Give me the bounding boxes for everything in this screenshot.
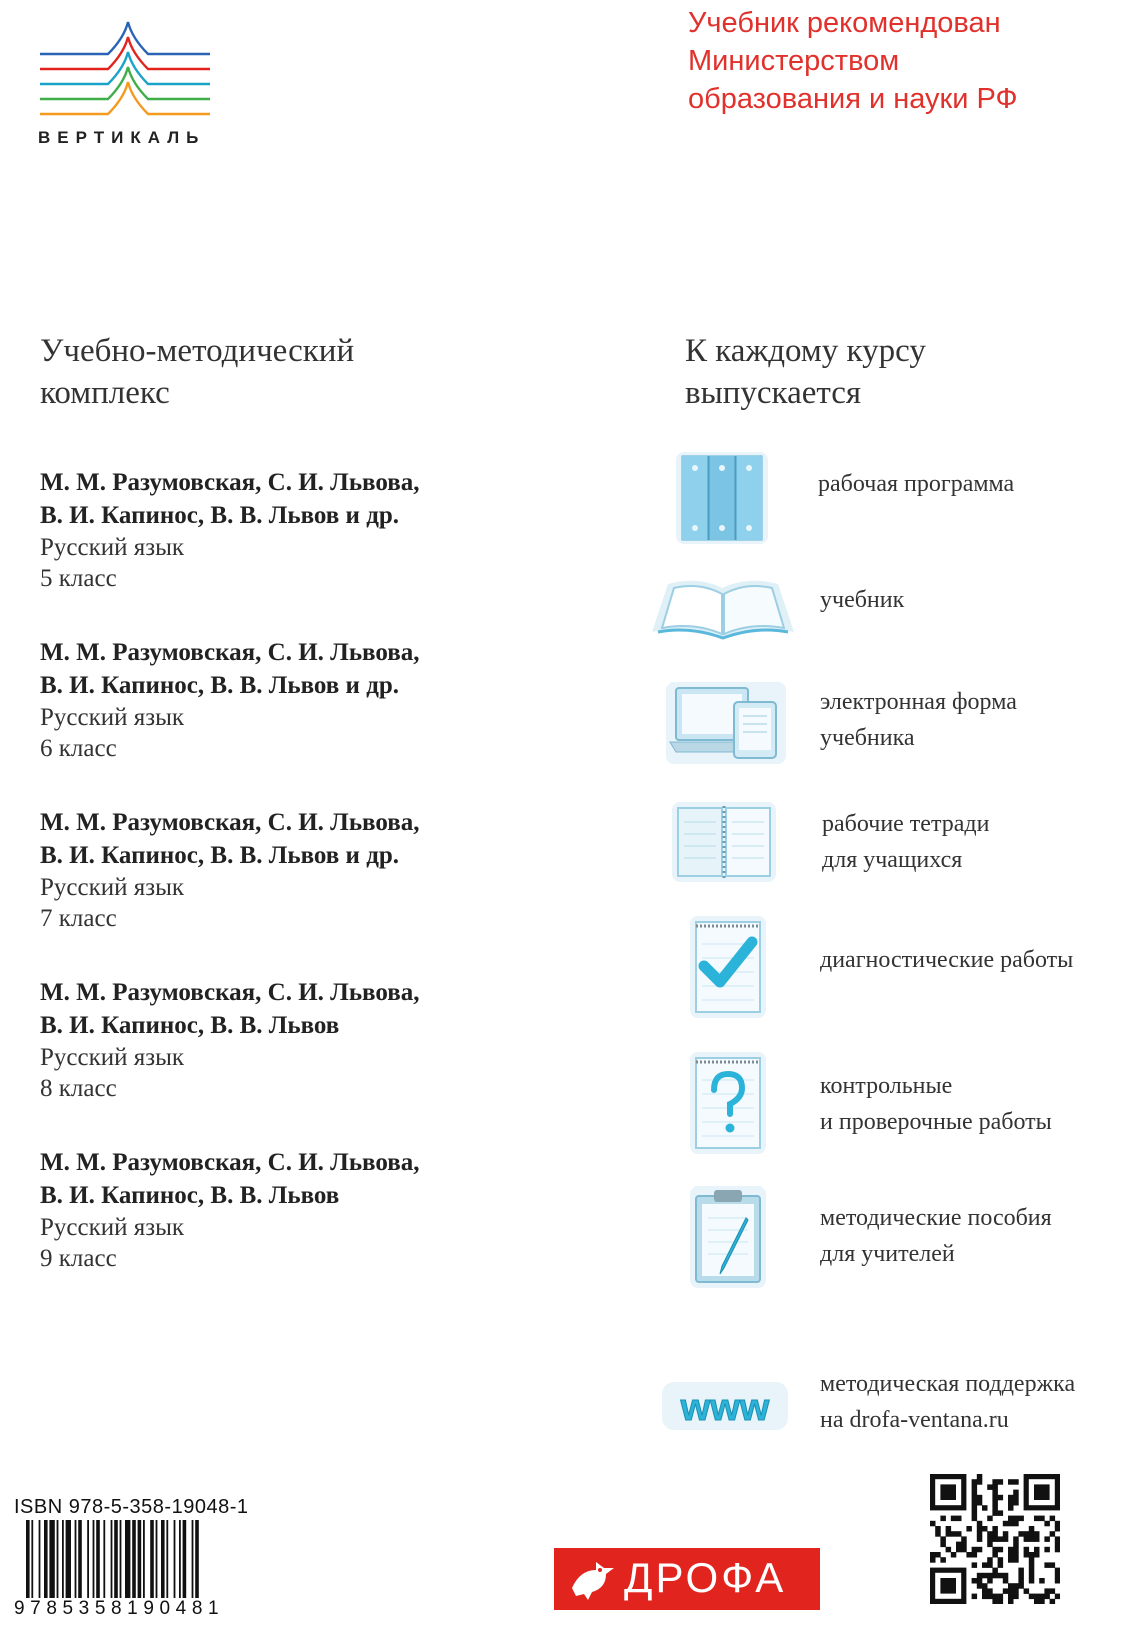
book-grade: 7 класс — [40, 905, 117, 932]
book-authors: М. М. Разумовская, С. И. Львова, — [40, 979, 420, 1006]
book-entry-grade-7 — [40, 806, 600, 976]
resource-label-line: методическая поддержка — [820, 1371, 1076, 1397]
book-grade: 8 класс — [40, 1075, 117, 1102]
binder-icon — [672, 448, 772, 553]
resources-title — [685, 330, 1105, 414]
resource-label-line: рабочая программа — [818, 471, 1015, 497]
book-subject: Русский язык — [40, 704, 185, 731]
recommendation-line: Министерством — [688, 45, 900, 77]
vertikal-logo — [38, 18, 218, 158]
resource-label-line: диагностические работы — [820, 947, 1074, 973]
book-authors: М. М. Разумовская, С. И. Львова, — [40, 1149, 420, 1176]
ministry-recommendation — [688, 4, 1108, 118]
resources-title-line: выпускается — [685, 375, 862, 411]
complex-title-line: комплекс — [40, 375, 170, 411]
book-subject: Русский язык — [40, 534, 185, 561]
book-subject: Русский язык — [40, 1044, 185, 1071]
resource-label-line: учебника — [820, 725, 915, 751]
resource-label-line: контрольные — [820, 1073, 953, 1099]
resource-label-line: для учащихся — [822, 847, 963, 873]
publisher-name: ДРОФА — [624, 1554, 787, 1601]
book-list — [40, 466, 600, 1316]
resource-label-line: для учителей — [820, 1241, 955, 1267]
book-authors: М. М. Разумовская, С. И. Львова, — [40, 469, 420, 496]
devices-icon — [664, 680, 788, 771]
resource-label-line: и проверочные работы — [820, 1109, 1052, 1135]
open-book-icon — [648, 574, 798, 649]
resource-label — [820, 1068, 1052, 1140]
book-grade: 5 класс — [40, 565, 117, 592]
clipboard-icon — [688, 1184, 768, 1295]
qr-code-icon — [930, 1474, 1060, 1609]
book-subject: Русский язык — [40, 1214, 185, 1241]
www-icon — [660, 1380, 790, 1437]
www-icon-text: www — [680, 1387, 770, 1429]
recommendation-line: Учебник рекомендован — [688, 7, 1001, 39]
resource-label — [818, 466, 1014, 502]
resource-label — [820, 582, 904, 618]
recommendation-line: образования и науки РФ — [688, 83, 1018, 115]
publisher-bird-icon — [566, 1556, 616, 1602]
book-subject: Русский язык — [40, 874, 185, 901]
book-authors: М. М. Разумовская, С. И. Львова, — [40, 809, 420, 836]
publisher-logo — [554, 1548, 820, 1610]
book-entry-grade-6 — [40, 636, 600, 806]
resource-label-line: на drofa-ventana.ru — [820, 1407, 1009, 1433]
barcode-digits: 9785358190481 — [14, 1598, 225, 1619]
book-authors: М. М. Разумовская, С. И. Львова, — [40, 639, 420, 666]
book-authors: В. И. Капинос, В. В. Львов и др. — [40, 502, 400, 529]
book-authors: В. И. Капинос, В. В. Львов — [40, 1012, 340, 1039]
notebook-icon — [670, 800, 778, 889]
question-pad-icon — [688, 1050, 768, 1161]
vertikal-arcs-icon — [38, 18, 218, 123]
book-grade: 9 класс — [40, 1245, 117, 1272]
barcode-icon — [26, 1520, 250, 1605]
resource-label-line: учебник — [820, 587, 905, 613]
isbn-number: ISBN 978-5-358-19048-1 — [14, 1496, 249, 1518]
resource-label — [820, 684, 1017, 756]
logo-wordmark: ВЕРТИКАЛЬ — [38, 128, 206, 147]
resource-label — [820, 1366, 1075, 1438]
book-grade: 6 класс — [40, 735, 117, 762]
resource-label — [822, 806, 989, 878]
complex-title — [40, 330, 600, 414]
book-authors: В. И. Капинос, В. В. Львов — [40, 1182, 340, 1209]
book-entry-grade-8 — [40, 976, 600, 1146]
resource-label-line: рабочие тетради — [822, 811, 990, 837]
book-entry-grade-9 — [40, 1146, 600, 1316]
complex-title-line: Учебно-методический — [40, 333, 355, 369]
resource-label-line: электронная форма — [820, 689, 1017, 715]
resource-label-line: методические пособия — [820, 1205, 1052, 1231]
book-authors: В. И. Капинос, В. В. Львов и др. — [40, 842, 400, 869]
book-entry-grade-5 — [40, 466, 600, 636]
resource-label — [820, 1200, 1052, 1272]
checkmark-pad-icon — [688, 914, 768, 1025]
book-authors: В. И. Капинос, В. В. Львов и др. — [40, 672, 400, 699]
resources-title-line: К каждому курсу — [685, 333, 926, 369]
resource-label — [820, 942, 1073, 978]
